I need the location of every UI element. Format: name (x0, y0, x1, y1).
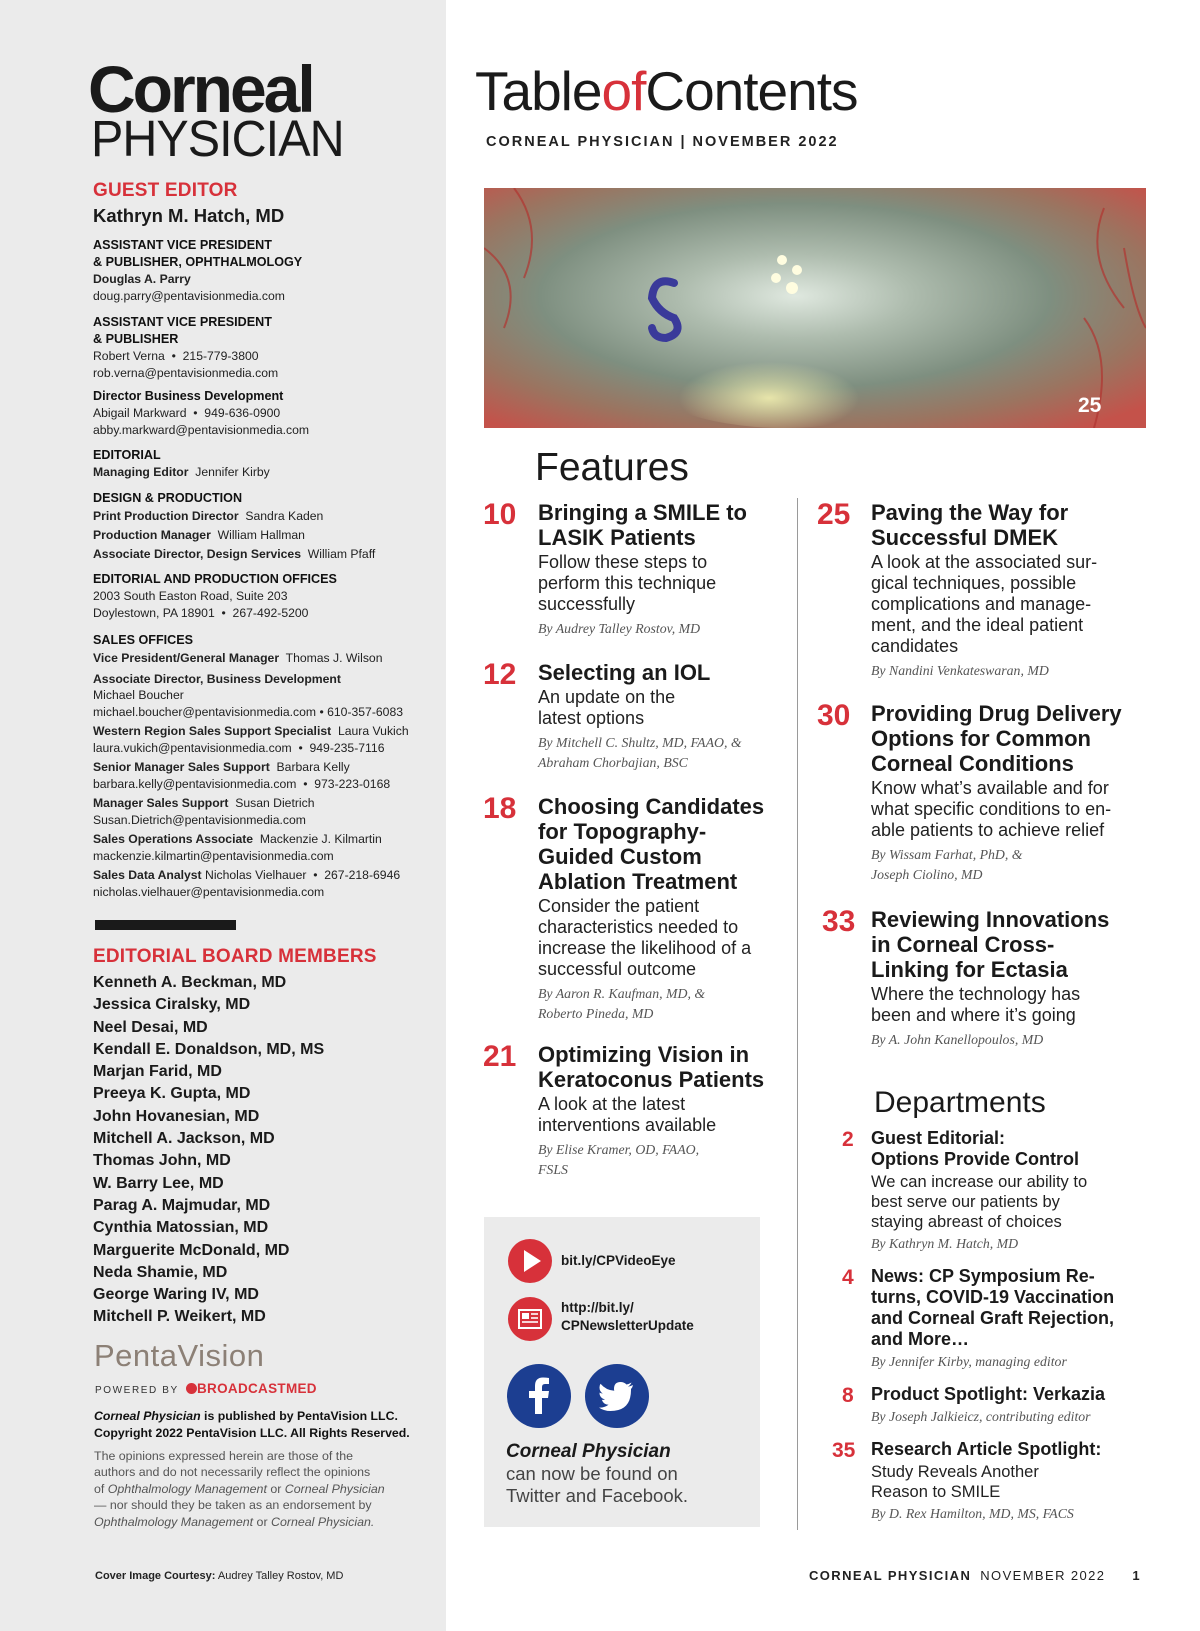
byline-line: By D. Rex Hamilton, MD, MS, FACS (871, 1506, 1074, 1521)
byline-line: By Wissam Farhat, PhD, & (871, 847, 1023, 862)
feature-description (538, 896, 808, 980)
board-member: Marjan Farid, MD (93, 1063, 222, 1081)
board-member: Thomas John, MD (93, 1152, 231, 1170)
department-byline (871, 1407, 1131, 1427)
board-member: George Waring IV, MD (93, 1286, 259, 1304)
feature-title: Selecting an IOL (538, 660, 711, 685)
masthead-sidebar (0, 0, 446, 1631)
masthead-editorial (93, 447, 433, 481)
board-member: Mitchell P. Weikert, MD (93, 1308, 266, 1326)
footer-issue: NOVEMBER 2022 (980, 1568, 1106, 1583)
avp-title: ASSISTANT VICE PRESIDENT (93, 315, 272, 329)
design-role: Production Manager (93, 528, 211, 542)
twitter-icon[interactable] (585, 1364, 649, 1428)
feature-desc-line: An update on the (538, 687, 676, 707)
newsletter-link[interactable] (561, 1299, 694, 1335)
features-heading: Features (535, 446, 689, 489)
feature-item[interactable] (871, 500, 1141, 681)
sales-role: Associate Director, Business Development (93, 671, 341, 686)
feature-byline (538, 1140, 808, 1180)
sales-email: barbara.kelly@pentavisionmedia.com (93, 776, 297, 791)
byline-line: By A. John Kanellopoulos, MD (871, 1032, 1044, 1047)
feature-item[interactable] (871, 907, 1141, 1050)
feature-title: for Topography- (538, 819, 707, 844)
offices-heading: EDITORIAL AND PRODUCTION OFFICES (93, 572, 337, 586)
dbd-name: Abigail Markward (93, 406, 187, 420)
byline-line: By Joseph Jalkieicz, contributing editor (871, 1409, 1091, 1424)
design-name: William Pfaff (307, 547, 376, 561)
masthead-avp-publisher: ASSISTANT VICE PRESIDENT & PUBLISHER Robert Verna • 215-779-3800 rob.verna@pentavisionmedia.com (93, 314, 433, 381)
byline-line: Abraham Chorbajian, BSC (538, 755, 688, 770)
board-member: Kenneth A. Beckman, MD (93, 974, 287, 991)
design-role: Associate Director, Design Services (93, 547, 301, 561)
department-page-number: 35 (832, 1439, 856, 1462)
byline-line: By Elise Kramer, OD, FAAO, (538, 1142, 700, 1157)
sales-phone: 973-223-0168 (314, 776, 391, 791)
sales-role: Western Region Sales Support Specialist (93, 724, 332, 738)
department-title: turns, COVID-19 Vaccination (871, 1287, 1115, 1307)
board-member: Jessica Ciralsky, MD (93, 996, 251, 1014)
feature-desc-line: perform this technique (538, 573, 717, 593)
department-desc-line: We can increase our ability to (871, 1173, 1088, 1191)
avp-title: & PUBLISHER, OPHTHALMOLOGY (93, 255, 303, 269)
disclaimer-italic: Ophthalmology Management (94, 1514, 254, 1529)
department-description (871, 1172, 1131, 1232)
board-member: Parag A. Majmudar, MD (93, 1196, 271, 1214)
sales-role: Manager Sales Support (93, 796, 229, 810)
masthead-avp-ophthalmology (93, 237, 433, 304)
copyright-text: Copyright 2022 PentaVision LLC. All Rights Reserved. (94, 1425, 410, 1440)
offices-address: 2003 South Easton Road, Suite 203 (93, 589, 288, 603)
guest-editor-label: GUEST EDITOR (93, 180, 238, 201)
feature-item[interactable] (538, 1042, 808, 1180)
sales-email: laura.vukich@pentavisionmedia.com (93, 740, 292, 755)
board-member: Neda Shamie, MD (93, 1263, 228, 1281)
publisher-notice (94, 1408, 439, 1441)
design-name: Sandra Kaden (245, 509, 324, 523)
feature-title: Reviewing Innovations (871, 907, 1110, 932)
board-heading: EDITORIAL BOARD MEMBERS (93, 946, 377, 967)
feature-byline (871, 1030, 1141, 1050)
design-heading: DESIGN & PRODUCTION (93, 491, 243, 505)
board-member: W. Barry Lee, MD (93, 1174, 224, 1192)
byline-line: By Aaron R. Kaufman, MD, & (538, 986, 706, 1001)
feature-byline (871, 661, 1141, 681)
editorial-name: Jennifer Kirby (195, 465, 270, 479)
byline-line: By Nandini Venkateswaran, MD (871, 663, 1049, 678)
promo-box (484, 1217, 760, 1527)
feature-description (538, 687, 808, 729)
sales-phone: 267-218-6946 (324, 868, 401, 882)
design-role: Print Production Director (93, 509, 239, 523)
sales-role: Sales Operations Associate (93, 832, 254, 846)
feature-desc-line: successfully (538, 594, 636, 614)
feature-byline (538, 984, 808, 1024)
sales-name: Susan Dietrich (235, 796, 315, 810)
feature-byline (538, 733, 808, 773)
disclaimer-text: or (266, 1481, 285, 1496)
video-play-icon[interactable] (508, 1239, 552, 1283)
logo-physician: PHYSICIAN (91, 110, 344, 167)
feature-desc-line: able patients to achieve relief (871, 820, 1105, 840)
powered-by-label: POWERED BY (95, 1385, 179, 1396)
department-byline (871, 1352, 1131, 1372)
feature-desc-line: A look at the latest (538, 1094, 686, 1114)
disclaimer-text: of (94, 1481, 108, 1496)
feature-page-number: 18 (483, 792, 517, 825)
sales-name: Mackenzie J. Kilmartin (259, 832, 382, 846)
board-member: Cynthia Matossian, MD (93, 1219, 269, 1237)
department-page-number: 4 (842, 1266, 854, 1289)
feature-desc-line: A look at the associated sur- (871, 552, 1098, 572)
disclaimer-line: The opinions expressed herein are those of the (94, 1449, 353, 1463)
sales-phone: 949-235-7116 (309, 740, 385, 755)
department-title: Options Provide Control (871, 1149, 1080, 1169)
sales-email: nicholas.vielhauer@pentavisionmedia.com (93, 884, 325, 899)
page-title (475, 60, 858, 122)
cover-credit-label: Cover Image Courtesy: (95, 1570, 216, 1582)
department-desc-line: staying abreast of choices (871, 1213, 1062, 1231)
pentavision-logo: PentaVision (94, 1338, 265, 1373)
avp-email: doug.parry@pentavisionmedia.com (93, 288, 285, 303)
disclaimer-italic: Corneal Physician (284, 1481, 385, 1496)
feature-title: Linking for Ectasia (871, 957, 1068, 982)
social-line: can now be found on (506, 1463, 678, 1484)
feature-description (538, 1094, 808, 1136)
section-divider-bar (95, 920, 236, 930)
feature-desc-line: been and where it’s going (871, 1005, 1076, 1025)
feature-description (871, 778, 1141, 841)
department-desc-line: Reason to SMILE (871, 1483, 1001, 1501)
video-link[interactable]: bit.ly/CPVideoEye (561, 1253, 676, 1268)
department-item[interactable] (871, 1266, 1131, 1372)
newsletter-link-line: CPNewsletterUpdate (561, 1318, 694, 1333)
disclaimer-line: authors and do not necessarily reflect the opinions (94, 1465, 371, 1480)
department-item[interactable] (871, 1128, 1131, 1254)
cover-credit (95, 1570, 343, 1582)
newsletter-icon[interactable] (508, 1297, 552, 1341)
footer-page-number: 1 (1132, 1568, 1142, 1583)
masthead-sales: SALES OFFICES Vice President/General Manager Thomas J. Wilson Associate Director, Business Development Michael Boucher michael.boucher@pentavisionmedia.com • 610-357-6083 Western Region Sales Support Specialist Laura Vukich laura.vukich@pentavisionmedia.com • 949-235-7116 Senior Manager Sales Support Barbara Kelly barbara.kelly@pentavisionmedia.com • 973-223-0168 Manager Sales Support Susan Dietrich Susan.Dietrich@pentavisionmedia.com Sales Operations Associate Mackenzie J. Kilmartin mackenzie.kilmartin@pentavisionmedia.com Sales Data Analyst Nicholas Vielhauer • 267-218-6946 nicholas.vielhauer@pentavisionmedia.com (93, 632, 438, 900)
facebook-icon[interactable] (507, 1364, 571, 1428)
disclaimer-italic: Corneal Physician. (271, 1514, 375, 1529)
feature-title: LASIK Patients (538, 525, 696, 550)
masthead-business-development: Director Business Development Abigail Markward • 949-636-0900 abby.markward@pentavisionmedia.com (93, 388, 433, 438)
newspaper-icon (508, 1297, 552, 1341)
editorial-role: Managing Editor (93, 465, 189, 479)
offices-address: Doylestown, PA 18901 (93, 605, 215, 620)
department-title: and More… (871, 1329, 970, 1349)
byline-line: By Kathryn M. Hatch, MD (871, 1236, 1019, 1251)
dbd-phone: 949-636-0900 (204, 406, 281, 420)
issue-subtitle: CORNEAL PHYSICIAN | NOVEMBER 2022 (486, 134, 839, 150)
sales-name: Nicholas Vielhauer (205, 868, 307, 882)
feature-desc-line: what specific conditions to en- (871, 799, 1112, 819)
feature-item[interactable] (538, 500, 808, 639)
feature-page-number: 10 (483, 498, 517, 531)
feature-item[interactable] (538, 660, 808, 773)
department-byline (871, 1504, 1131, 1524)
feature-title: Providing Drug Delivery (871, 701, 1122, 726)
feature-desc-line: characteristics needed to (538, 917, 739, 937)
feature-byline (871, 845, 1141, 885)
department-desc-line: best serve our patients by (871, 1193, 1060, 1211)
logo-corneal: Corneal (88, 52, 313, 126)
avp-name: Robert Verna (93, 349, 165, 363)
broadcastmed-logo: BROADCASTMED (197, 1381, 317, 1396)
powered-by-line (95, 1381, 317, 1396)
feature-title: Options for Common (871, 726, 1091, 751)
feature-title: Corneal Conditions (871, 751, 1074, 776)
feature-desc-line: increase the likelihood of a (538, 938, 752, 958)
sales-email: michael.boucher@pentavisionmedia.com (93, 704, 317, 719)
feature-page-number: 25 (817, 498, 851, 531)
department-title: and Corneal Graft Rejection, (871, 1308, 1115, 1328)
sales-email: Susan.Dietrich@pentavisionmedia.com (93, 812, 306, 827)
department-item[interactable] (871, 1384, 1131, 1427)
feature-desc-line: interventions available (538, 1115, 717, 1135)
sales-name: Laura Vukich (337, 724, 409, 738)
sales-phone: 610-357-6083 (327, 704, 404, 719)
board-member: Neel Desai, MD (93, 1018, 208, 1036)
dbd-email: abby.markward@pentavisionmedia.com (93, 422, 310, 437)
feature-title: in Corneal Cross- (871, 932, 1055, 957)
feature-title: Choosing Candidates (538, 794, 765, 819)
feature-page-number: 21 (483, 1040, 517, 1073)
board-members-list (93, 972, 324, 1329)
byline-line: By Audrey Talley Rostov, MD (538, 621, 701, 636)
feature-description (871, 984, 1141, 1026)
board-member: Kendall E. Donaldson, MD, MS (93, 1040, 325, 1058)
sales-email: mackenzie.kilmartin@pentavisionmedia.com (93, 848, 334, 863)
masthead-design (93, 490, 438, 564)
feature-byline (538, 619, 808, 639)
feature-item[interactable] (871, 701, 1141, 885)
board-member: Preeya K. Gupta, MD (93, 1085, 251, 1103)
broadcastmed-icon (186, 1383, 197, 1394)
cover-image-page-number: 25 (1078, 394, 1102, 417)
avp-phone: 215-779-3800 (182, 349, 259, 363)
feature-item[interactable] (538, 794, 808, 1024)
feature-title: Ablation Treatment (538, 869, 738, 894)
publication-name: Corneal Physician (94, 1409, 201, 1423)
feature-desc-line: latest options (538, 708, 645, 728)
sales-name: Barbara Kelly (276, 760, 350, 774)
title-part: Table (475, 60, 602, 122)
facebook-glyph (507, 1364, 571, 1428)
social-brand: Corneal Physician (506, 1441, 671, 1462)
byline-line: Roberto Pineda, MD (538, 1006, 654, 1021)
feature-title: Guided Custom (538, 844, 702, 869)
avp-name: Douglas A. Parry (93, 272, 191, 286)
opinions-disclaimer (94, 1448, 439, 1530)
feature-description (871, 552, 1141, 657)
feature-desc-line: candidates (871, 636, 959, 656)
feature-page-number: 12 (483, 658, 517, 691)
feature-description (538, 552, 808, 615)
departments-heading: Departments (874, 1086, 1046, 1119)
department-title: News: CP Symposium Re- (871, 1266, 1095, 1286)
feature-desc-line: ment, and the ideal patient (871, 615, 1084, 635)
sales-role: Vice President/General Manager (93, 651, 280, 665)
guest-editor-name: Kathryn M. Hatch, MD (93, 205, 285, 226)
offices-phone: 267-492-5200 (232, 605, 309, 620)
feature-title: Successful DMEK (871, 525, 1059, 550)
department-byline (871, 1234, 1131, 1254)
feature-title: Keratoconus Patients (538, 1067, 765, 1092)
feature-title: Bringing a SMILE to (538, 500, 747, 525)
sales-name: Thomas J. Wilson (285, 651, 383, 665)
avp-title: ASSISTANT VICE PRESIDENT (93, 238, 272, 252)
department-description (871, 1462, 1131, 1502)
footer-brand: CORNEAL PHYSICIAN (809, 1568, 972, 1583)
board-member: John Hovanesian, MD (93, 1107, 260, 1125)
department-item[interactable] (871, 1439, 1131, 1524)
avp-title: & PUBLISHER (93, 332, 179, 346)
board-member: Marguerite McDonald, MD (93, 1241, 290, 1259)
byline-line: Joseph Ciolino, MD (871, 867, 983, 882)
department-page-number: 2 (842, 1128, 854, 1151)
feature-desc-line: Consider the patient (538, 896, 700, 916)
disclaimer-italic: Ophthalmology Management (107, 1481, 267, 1496)
feature-desc-line: gical techniques, possible (871, 573, 1077, 593)
masthead-offices: EDITORIAL AND PRODUCTION OFFICES 2003 South Easton Road, Suite 203 Doylestown, PA 18901 • 267-492-5200 (93, 571, 438, 621)
sales-role: Senior Manager Sales Support (93, 760, 270, 774)
feature-page-number: 33 (822, 905, 856, 938)
disclaimer-line: — nor should they be taken as an endorsement by (94, 1498, 372, 1513)
department-title: Product Spotlight: Verkazia (871, 1384, 1106, 1404)
department-title: Guest Editorial: (871, 1128, 1006, 1148)
play-icon (508, 1239, 552, 1283)
social-message (506, 1441, 688, 1507)
sales-name: Michael Boucher (93, 688, 184, 702)
feature-desc-line: Know what’s available and for (871, 778, 1109, 798)
feature-desc-line: Where the technology has (871, 984, 1081, 1004)
department-title: Research Article Spotlight: (871, 1439, 1102, 1459)
title-part: of (601, 60, 646, 122)
byline-line: By Jennifer Kirby, managing editor (871, 1354, 1067, 1369)
feature-desc-line: Follow these steps to (538, 552, 708, 572)
design-name: William Hallman (217, 528, 305, 542)
title-part: Contents (645, 60, 858, 122)
board-member: Mitchell A. Jackson, MD (93, 1130, 275, 1148)
feature-title: Paving the Way for (871, 500, 1069, 525)
twitter-bird-glyph (585, 1364, 649, 1428)
byline-line: FSLS (538, 1162, 568, 1177)
social-line: Twitter and Facebook. (506, 1485, 689, 1506)
editorial-heading: EDITORIAL (93, 448, 161, 462)
eye-illustration (484, 188, 1146, 428)
feature-desc-line: successful outcome (538, 959, 697, 979)
feature-desc-line: complications and manage- (871, 594, 1092, 614)
department-desc-line: Study Reveals Another (871, 1463, 1039, 1481)
feature-page-number: 30 (817, 699, 851, 732)
newsletter-link-line: http://bit.ly/ (561, 1300, 634, 1315)
byline-line: By Mitchell C. Shultz, MD, FAAO, & (538, 735, 742, 750)
disclaimer-text: or (253, 1514, 272, 1529)
dbd-title: Director Business Development (93, 389, 284, 403)
publisher-text: is published by PentaVision LLC. (200, 1409, 398, 1423)
sales-role: Sales Data Analyst (93, 868, 202, 882)
cover-credit-name: Audrey Talley Rostov, MD (217, 1570, 344, 1582)
department-page-number: 8 (842, 1384, 854, 1407)
cover-eye-image (484, 188, 1146, 428)
sales-heading: SALES OFFICES (93, 633, 194, 647)
avp-email: rob.verna@pentavisionmedia.com (93, 365, 279, 380)
feature-title: Optimizing Vision in (538, 1042, 750, 1067)
page-footer (809, 1568, 1141, 1583)
